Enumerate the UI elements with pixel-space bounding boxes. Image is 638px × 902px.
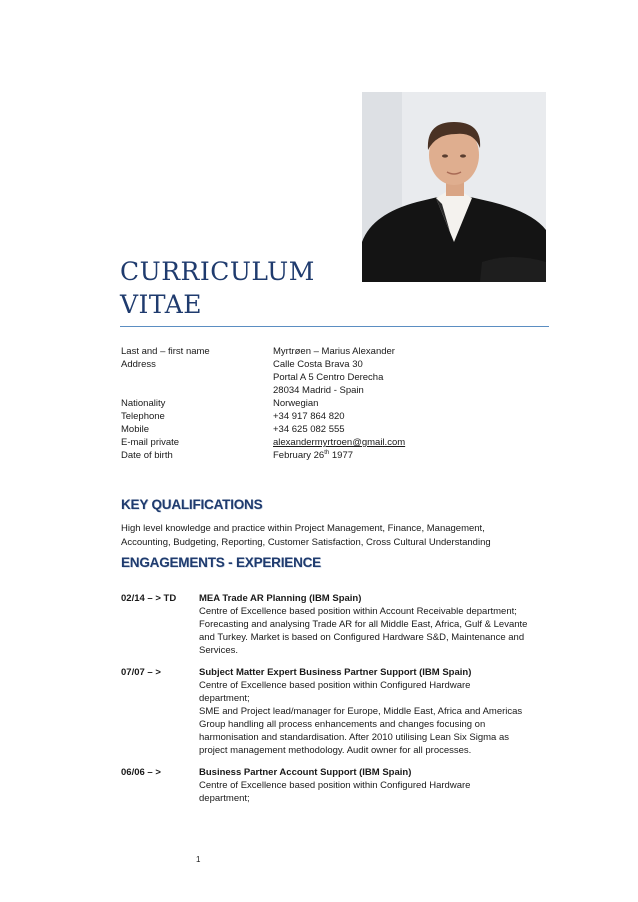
mobile-row [121, 423, 541, 436]
entry-line: and Turkey. Market is based on Configured Hardware S&D, Maintenance and [199, 632, 525, 643]
dob-prefix: February 26 [273, 450, 325, 461]
portrait-image [362, 92, 546, 282]
address-line: 28034 Madrid - Spain [273, 385, 364, 396]
name-row [121, 345, 541, 358]
qualification-line: Accounting, Budgeting, Reporting, Customer Satisfaction, Cross Cultural Understanding [121, 537, 491, 548]
address-line: Calle Costa Brava 30 [273, 359, 363, 370]
entry-title: Subject Matter Expert Business Partner Support (IBM Spain) [199, 667, 472, 678]
personal-info [121, 345, 541, 462]
entry-line: Forecasting and analysing Trade AR for all Middle East, Africa, Gulf & Levante [199, 619, 528, 630]
entry-line: department; [199, 793, 250, 804]
name-label: Last and – first name [121, 346, 210, 357]
entry-body [199, 766, 546, 805]
entry-date: 06/06 – > [121, 767, 161, 778]
experience-entry [121, 766, 546, 805]
email-link[interactable]: alexandermyrtroen@gmail.com [273, 437, 406, 448]
mobile-value: +34 625 082 555 [273, 424, 345, 435]
experience-list [121, 592, 546, 814]
entry-line: Group handling all process enhancements and changes focusing on [199, 719, 486, 730]
email-label: E-mail private [121, 437, 180, 448]
mobile-label: Mobile [121, 424, 149, 435]
address-line: Portal A 5 Centro Derecha [273, 372, 384, 383]
dob-ordinal: th [324, 449, 330, 456]
page-number: 1 [196, 855, 201, 864]
address-value [273, 358, 541, 397]
title-divider [120, 326, 549, 327]
address-label: Address [121, 359, 156, 370]
entry-line: harmonisation and standardisation. After 2010 utilising Lean Six Sigma as [199, 732, 509, 743]
entry-line: Services. [199, 645, 239, 656]
entry-body [199, 666, 546, 757]
entry-line: Centre of Excellence based position within Account Receivable department; [199, 606, 517, 617]
entry-line: SME and Project lead/manager for Europe, Middle East, Africa and Americas [199, 706, 523, 717]
email-row [121, 436, 541, 449]
dob-value [273, 449, 541, 462]
key-qualifications-heading: KEY QUALIFICATIONS [121, 497, 263, 512]
dob-row [121, 449, 541, 462]
cv-title-line-1: CURRICULUM [120, 257, 315, 286]
entry-line: Centre of Excellence based position within Configured Hardware [199, 680, 471, 691]
telephone-label: Telephone [121, 411, 165, 422]
nationality-value: Norwegian [273, 398, 319, 409]
entry-line: department; [199, 693, 250, 704]
entry-date: 02/14 – > TD [121, 593, 177, 604]
dob-suffix: 1977 [329, 450, 354, 461]
experience-heading: ENGAGEMENTS - EXPERIENCE [121, 555, 321, 570]
cv-title-line-2: VITAE [120, 290, 203, 319]
cv-title [120, 255, 420, 321]
address-row [121, 358, 541, 397]
telephone-value: +34 917 864 820 [273, 411, 345, 422]
telephone-row [121, 410, 541, 423]
key-qualifications-text [121, 522, 531, 550]
nationality-label: Nationality [121, 398, 166, 409]
qualification-line: High level knowledge and practice within Project Management, Finance, Management, [121, 523, 485, 534]
profile-photo [362, 92, 546, 282]
nationality-row [121, 397, 541, 410]
entry-date: 07/07 – > [121, 667, 161, 678]
email-value-cell [273, 436, 541, 449]
entry-title: Business Partner Account Support (IBM Spain) [199, 767, 412, 778]
dob-label: Date of birth [121, 450, 173, 461]
experience-entry [121, 666, 546, 757]
name-value: Myrtrøen – Marius Alexander [273, 346, 395, 357]
experience-entry [121, 592, 546, 657]
entry-line: project management methodology. Audit owner for all processes. [199, 745, 472, 756]
entry-line: Centre of Excellence based position within Configured Hardware [199, 780, 471, 791]
entry-body [199, 592, 546, 657]
entry-title: MEA Trade AR Planning (IBM Spain) [199, 593, 362, 604]
